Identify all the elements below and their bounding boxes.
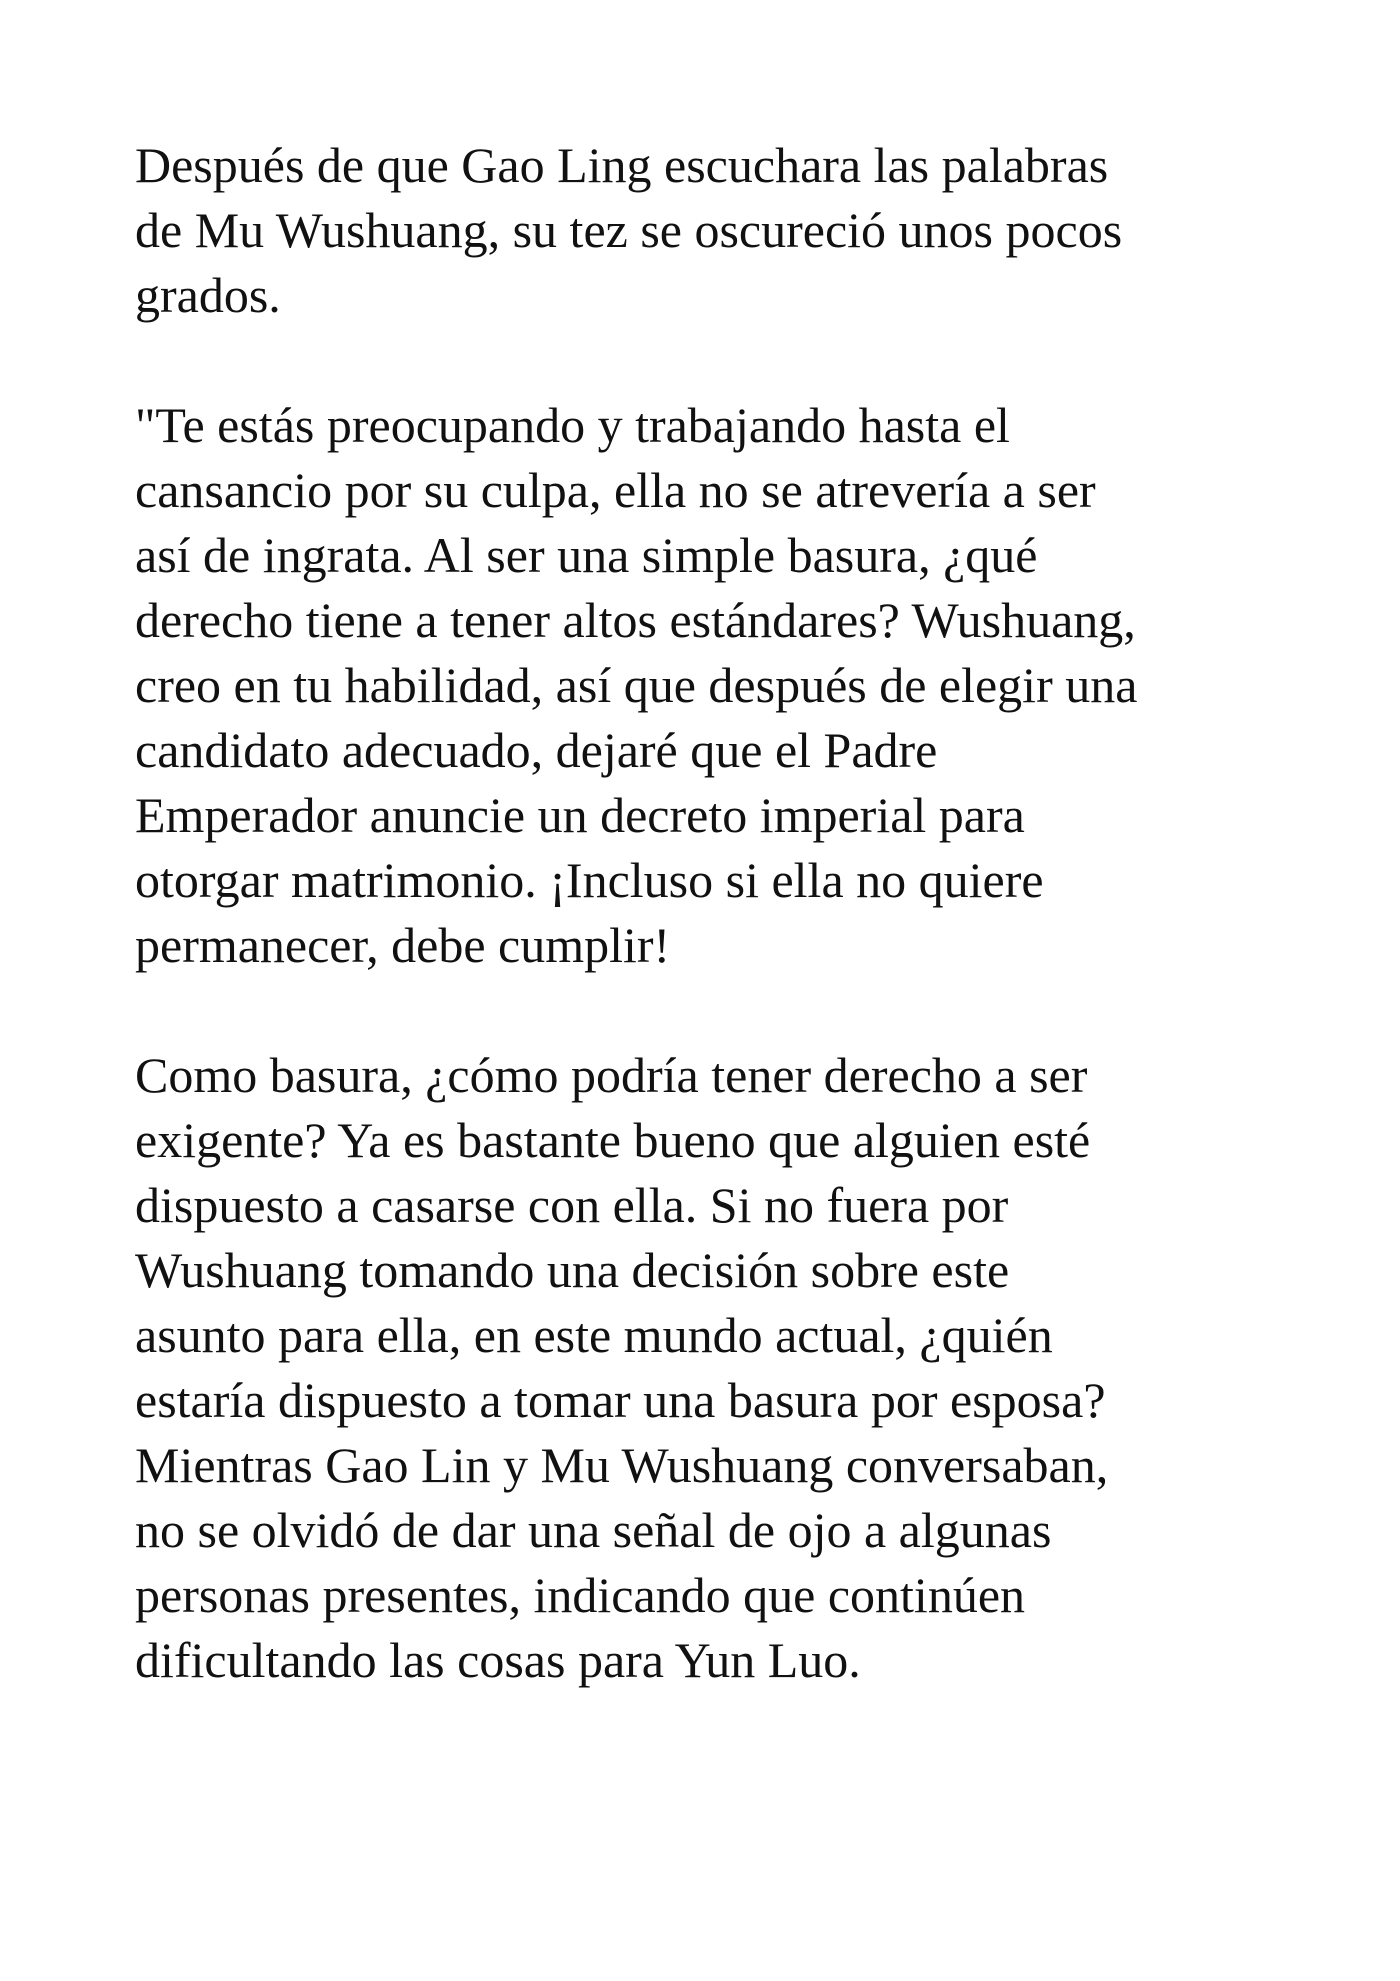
text-line: no se olvidó de dar una señal de ojo a algunas [135, 1502, 1052, 1558]
text-line: derecho tiene a tener altos estándares? Wushuang, [135, 592, 1136, 648]
text-line: Wushuang tomando una decisión sobre este [135, 1242, 1010, 1298]
document-body [135, 133, 1285, 1758]
paragraph-3 [135, 1043, 1285, 1693]
text-line: Emperador anuncie un decreto imperial para [135, 787, 1025, 843]
text-line: Como basura, ¿cómo podría tener derecho a ser [135, 1047, 1088, 1103]
text-line: asunto para ella, en este mundo actual, ¿quién [135, 1307, 1053, 1363]
text-line: así de ingrata. Al ser una simple basura, ¿qué [135, 527, 1038, 583]
text-line: "Te estás preocupando y trabajando hasta el [135, 397, 1010, 453]
text-line: dispuesto a casarse con ella. Si no fuera por [135, 1177, 1009, 1233]
paragraph-2 [135, 393, 1285, 978]
text-line: candidato adecuado, dejaré que el Padre [135, 722, 938, 778]
text-line: personas presentes, indicando que continúen [135, 1567, 1026, 1623]
text-line: exigente? Ya es bastante bueno que alguien esté [135, 1112, 1091, 1168]
text-line: grados. [135, 267, 281, 323]
text-line: permanecer, debe cumplir! [135, 917, 671, 973]
text-line: creo en tu habilidad, así que después de elegir una [135, 657, 1138, 713]
text-line: estaría dispuesto a tomar una basura por esposa? [135, 1372, 1106, 1428]
text-line: de Mu Wushuang, su tez se oscureció unos pocos [135, 202, 1123, 258]
text-line: Después de que Gao Ling escuchara las palabras [135, 137, 1109, 193]
paragraph-1 [135, 133, 1285, 328]
text-line: Mientras Gao Lin y Mu Wushuang conversaban, [135, 1437, 1109, 1493]
text-line: dificultando las cosas para Yun Luo. [135, 1632, 861, 1688]
text-line: cansancio por su culpa, ella no se atrevería a ser [135, 462, 1096, 518]
text-line: otorgar matrimonio. ¡Incluso si ella no quiere [135, 852, 1044, 908]
